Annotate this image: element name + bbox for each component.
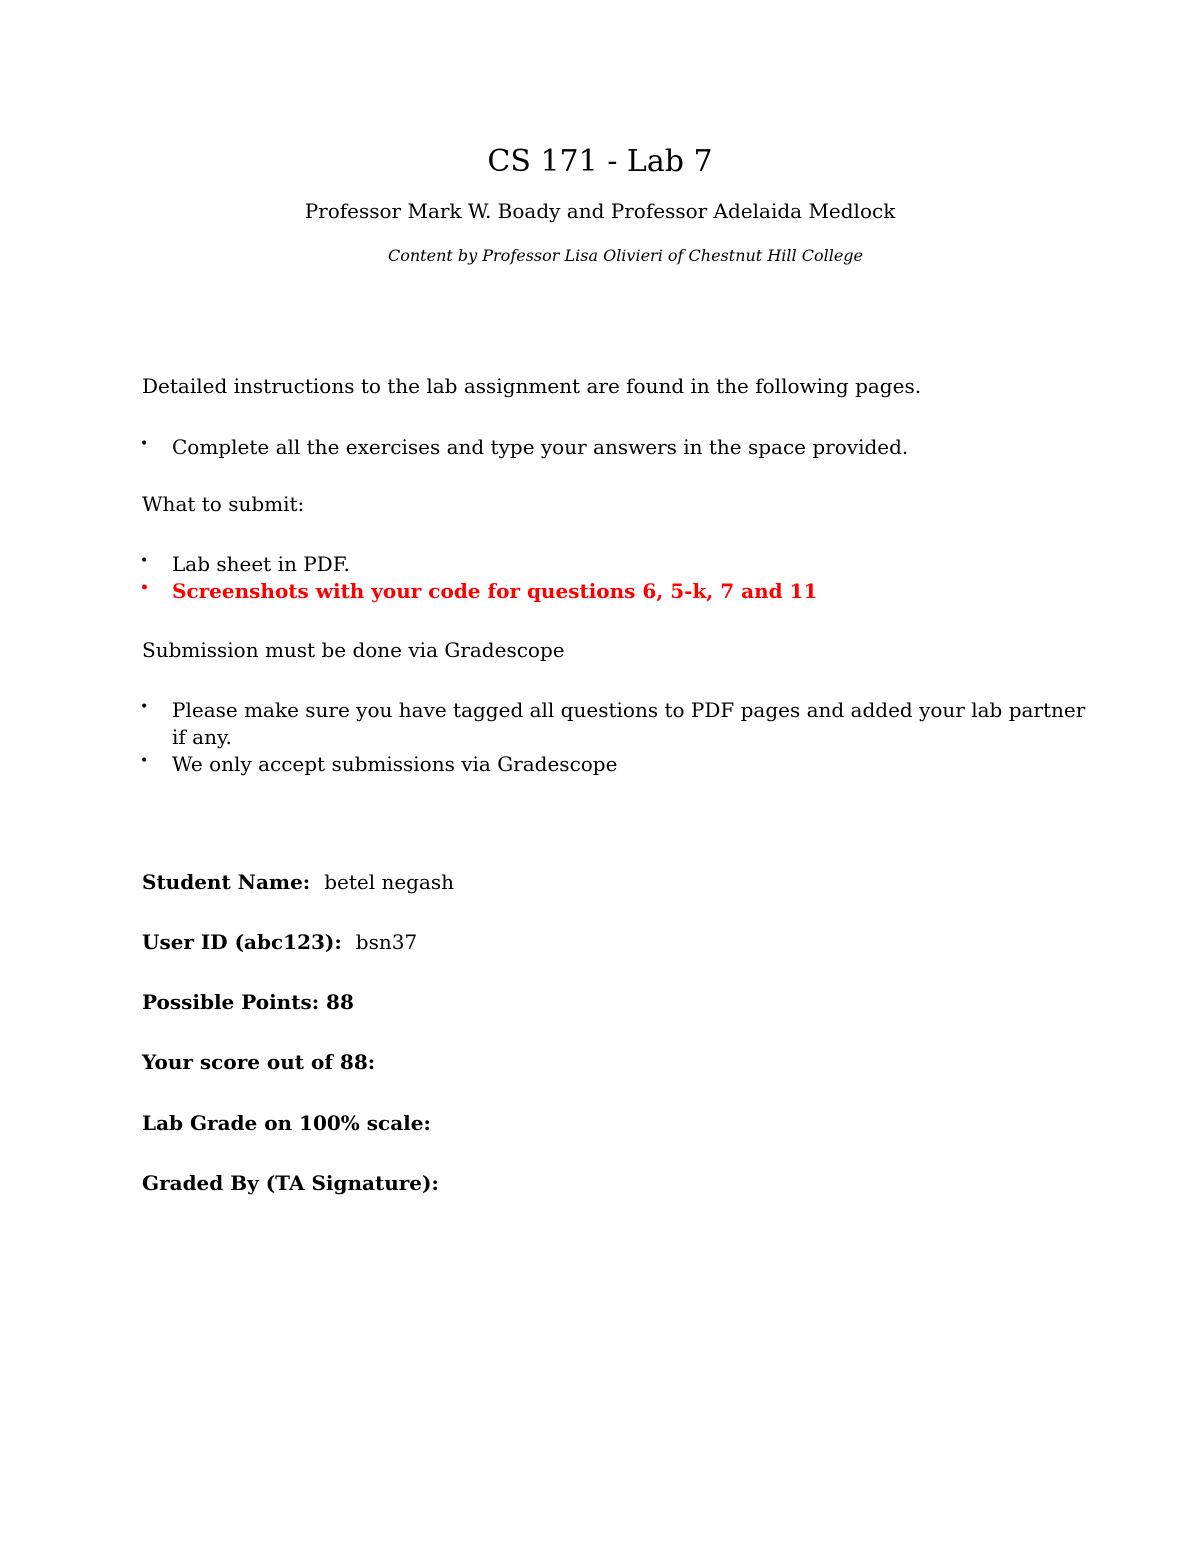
lab-grade-label: Lab Grade on 100% scale: <box>142 1111 431 1135</box>
list-item <box>140 697 1100 751</box>
instructions-intro: Detailed instructions to the lab assignment are found in the following pages. <box>142 374 922 398</box>
what-to-submit-heading: What to submit: <box>142 492 305 516</box>
score-label: Your score out of 88: <box>142 1050 376 1074</box>
bullet-icon: • <box>140 436 149 452</box>
document-title: CS 171 - Lab 7 <box>487 144 713 179</box>
list-item <box>140 751 1100 778</box>
graded-by-field <box>142 1169 439 1197</box>
bullet-text: Lab sheet in PDF. <box>172 552 350 576</box>
graded-by-label: Graded By (TA Signature): <box>142 1171 439 1195</box>
content-credit: Content by Professor Lisa Olivieri of Chestnut Hill College <box>388 246 863 265</box>
bullet-text: Please make sure you have tagged all questions to PDF pages and added your lab partner if any. <box>172 698 1086 749</box>
list-item <box>140 434 1100 461</box>
user-id-field <box>142 928 417 956</box>
bullet-icon: • <box>140 553 149 569</box>
bullet-icon: • <box>140 699 149 715</box>
lab-grade-field <box>142 1109 431 1137</box>
submission-method-heading: Submission must be done via Gradescope <box>142 638 565 662</box>
possible-points-label: Possible Points: 88 <box>142 990 354 1014</box>
student-name-field <box>142 868 454 896</box>
list-item <box>140 551 1100 578</box>
student-name-label: Student Name: <box>142 870 311 894</box>
possible-points-field <box>142 988 354 1016</box>
student-name-value: betel negash <box>324 870 455 894</box>
score-field <box>142 1048 375 1076</box>
user-id-label: User ID (abc123): <box>142 930 342 954</box>
bullet-icon: • <box>140 580 149 596</box>
bullet-text: We only accept submissions via Gradescope <box>172 752 618 776</box>
list-item <box>140 578 1100 605</box>
bullet-icon: • <box>140 753 149 769</box>
bullet-text-highlight: Screenshots with your code for questions 6, 5-k, 7 and 11 <box>172 579 818 603</box>
user-id-value: bsn37 <box>355 930 418 954</box>
professors-line: Professor Mark W. Boady and Professor Adelaida Medlock <box>304 199 896 223</box>
bullet-text: Complete all the exercises and type your answers in the space provided. <box>172 435 909 459</box>
